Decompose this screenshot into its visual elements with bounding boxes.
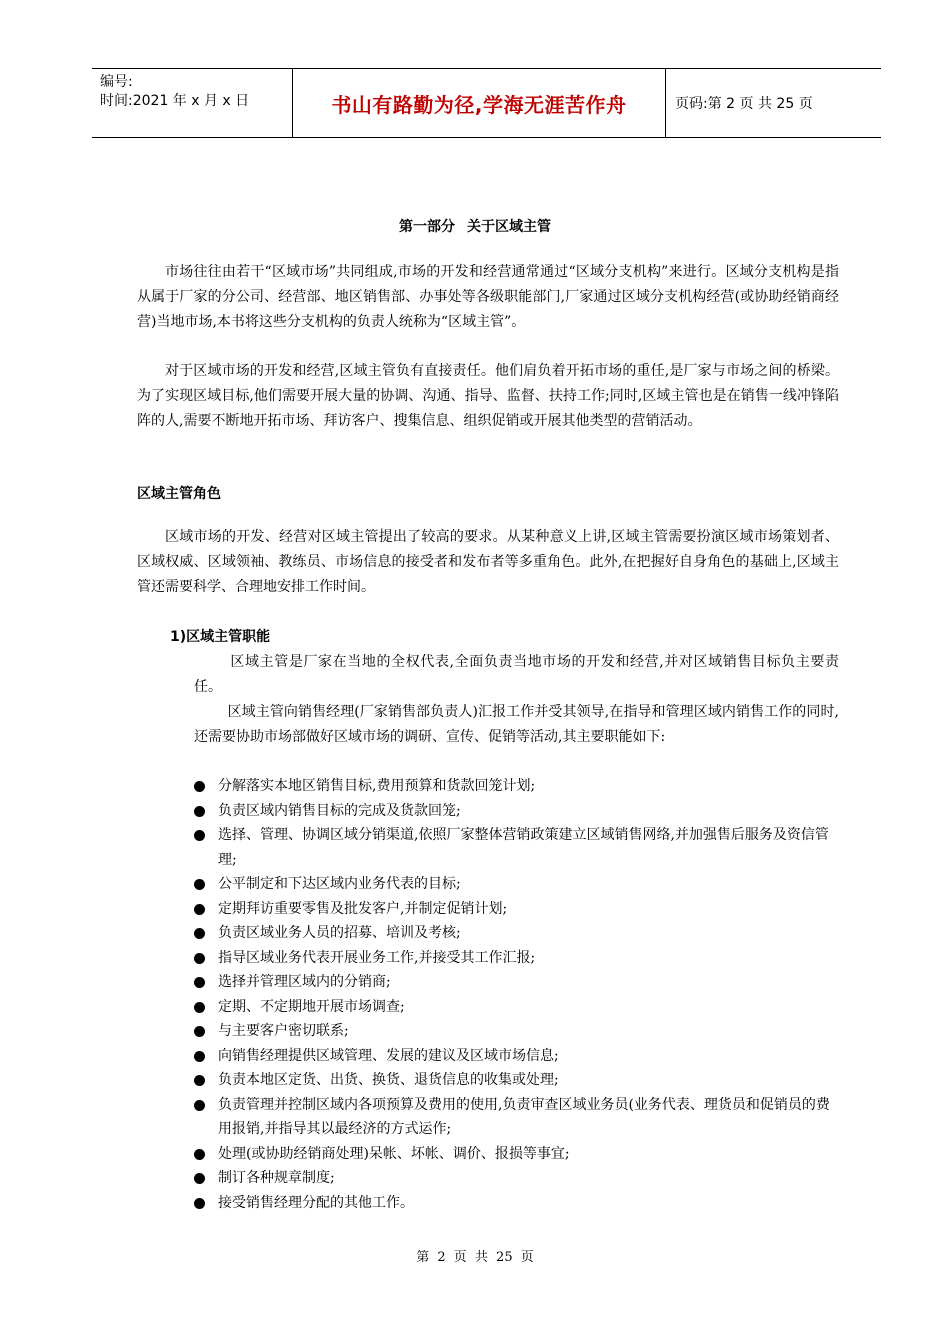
bullet-icon bbox=[194, 1100, 205, 1111]
bullet-icon bbox=[194, 977, 205, 988]
list-item: 与主要客户密切联系; bbox=[194, 1019, 842, 1044]
list-item: 公平制定和下达区域内业务代表的目标; bbox=[194, 872, 842, 897]
list-item: 负责管理并控制区域内各项预算及费用的使用,负责审查区域业务员(业务代表、理货员和促销员的费用报销,并指导其以最经济的方式运作; bbox=[194, 1093, 842, 1142]
role-paragraph: 区域市场的开发、经营对区域主管提出了较高的要求。从某种意义上讲,区域主管需要扮演区域市场策划者、区域权威、区域领袖、教练员、市场信息的接受者和发布者等多重角色。此外,在把握好自身角色的基础上,区域主管还需要科学、合理地安排工作时间。 bbox=[137, 529, 839, 595]
bullet-icon bbox=[194, 1051, 205, 1062]
page-footer: 第 2 页 共 25 页 bbox=[416, 1250, 534, 1265]
list-item: 选择、管理、协调区域分销渠道,依照厂家整体营销政策建立区域销售网络,并加强售后服务及资信管理; bbox=[194, 823, 842, 872]
subsection-heading-duties: 1)区域主管职能 bbox=[170, 629, 271, 645]
list-item: 向销售经理提供区域管理、发展的建议及区域市场信息; bbox=[194, 1044, 842, 1069]
list-item: 负责区域业务人员的招募、培训及考核; bbox=[194, 921, 842, 946]
bullet-icon bbox=[194, 928, 205, 939]
title-part: 第一部分 bbox=[399, 219, 455, 235]
page-header bbox=[92, 68, 881, 138]
bullet-icon bbox=[194, 1075, 205, 1086]
serial-label: 编号: bbox=[100, 74, 133, 90]
list-item: 负责区域内销售目标的完成及货款回笼; bbox=[194, 799, 842, 824]
list-item: 接受销售经理分配的其他工作。 bbox=[194, 1191, 842, 1216]
date-label: 时间:2021 年 x 月 x 日 bbox=[100, 93, 250, 109]
duties-paragraph-2: 区域主管向销售经理(厂家销售部负责人)汇报工作并受其领导,在指导和管理区域内销售工作的同时,还需要协助市场部做好区域市场的调研、宣传、促销等活动,其主要职能如下: bbox=[194, 704, 839, 745]
list-item: 负责本地区定货、出货、换货、退货信息的收集或处理; bbox=[194, 1068, 842, 1093]
header-page-info: 页码:第 2 页 共 25 页 bbox=[675, 96, 813, 112]
header-meta bbox=[92, 69, 292, 137]
bullet-icon bbox=[194, 1173, 205, 1184]
list-item: 制订各种规章制度; bbox=[194, 1166, 842, 1191]
section-heading-role: 区域主管角色 bbox=[137, 486, 221, 502]
bullet-icon bbox=[194, 953, 205, 964]
list-item: 定期、不定期地开展市场调查; bbox=[194, 995, 842, 1020]
list-item: 定期拜访重要零售及批发客户,并制定促销计划; bbox=[194, 897, 842, 922]
intro-paragraph-1: 市场往往由若干“区域市场”共同组成,市场的开发和经营通常通过“区域分支机构”来进行。区域分支机构是指从属于厂家的分公司、经营部、地区销售部、办事处等各级职能部门,厂家通过区域分支机构经营(或协助经销商经营)当地市场,本书将这些分支机构的负责人统称为“区域主管”。 bbox=[137, 264, 839, 330]
bullet-icon bbox=[194, 1198, 205, 1209]
page-title bbox=[0, 216, 950, 236]
list-item: 处理(或协助经销商处理)呆帐、坏帐、调价、报损等事宜; bbox=[194, 1142, 842, 1167]
bullet-icon bbox=[194, 806, 205, 817]
bullet-icon bbox=[194, 1002, 205, 1013]
title-name: 关于区域主管 bbox=[467, 219, 551, 235]
bullet-icon bbox=[194, 904, 205, 915]
duties-paragraph-1: 区域主管是厂家在当地的全权代表,全面负责当地市场的开发和经营,并对区域销售目标负主要责任。 bbox=[194, 654, 839, 695]
bullet-icon bbox=[194, 781, 205, 792]
list-item: 指导区域业务代表开展业务工作,并接受其工作汇报; bbox=[194, 946, 842, 971]
bullet-icon bbox=[194, 1026, 205, 1037]
bullet-icon bbox=[194, 1149, 205, 1160]
duties-list bbox=[194, 774, 842, 1215]
intro-paragraph-2: 对于区域市场的开发和经营,区域主管负有直接责任。他们肩负着开拓市场的重任,是厂家与市场之间的桥梁。为了实现区域目标,他们需要开展大量的协调、沟通、指导、监督、扶持工作;同时,区域主管也是在销售一线冲锋陷阵的人,需要不断地开拓市场、拜访客户、搜集信息、组织促销或开展其他类型的营销活动。 bbox=[137, 363, 839, 429]
list-item: 选择并管理区域内的分销商; bbox=[194, 970, 842, 995]
header-motto: 书山有路勤为径,学海无涯苦作舟 bbox=[292, 69, 666, 137]
list-item: 分解落实本地区销售目标,费用预算和货款回笼计划; bbox=[194, 774, 842, 799]
bullet-icon bbox=[194, 879, 205, 890]
bullet-icon bbox=[194, 830, 205, 841]
